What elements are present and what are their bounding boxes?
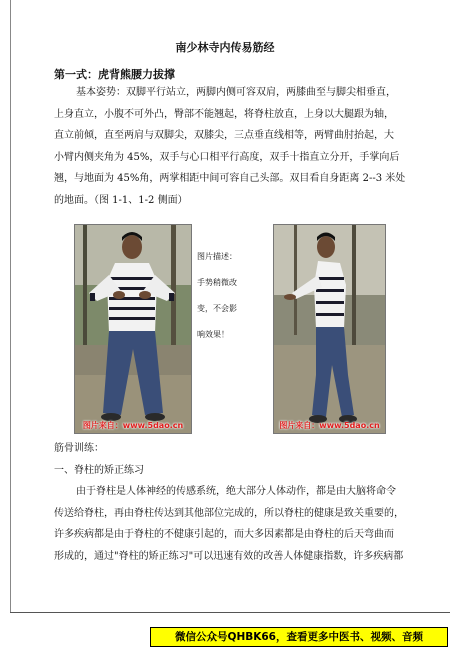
paragraph-line: 直立前倾，直至两肩与双脚尖，双膝尖，三点垂直线相等，两臂曲肘抬起，大 [54,130,394,141]
photo-caption [197,244,255,348]
left-margin-rule [10,0,11,612]
paragraph-line: 形成的，通过"脊柱的矫正练习"可以迅速有效的改善人体健康指数，许多疾病都 [54,550,404,562]
paragraph-line: 上身直立，小腹不可外凸，臀部不能翘起，将脊柱放直，上身以大腿跟为轴， [54,108,394,120]
subheading-spine-correction: 一、脊柱的矫正练习 [54,465,144,476]
paragraph-spine [54,481,444,567]
footer-rule [10,612,450,613]
paragraph-line: 翘，与地面为 45%角，两掌相距中间可容自己头部。双目看自身距离 2--3 米处 [54,173,406,184]
paragraph-posture [54,82,444,211]
figure-front-view-photo [74,224,192,434]
photo-watermark: 图片来自：www.5dao.cn [82,421,184,430]
paragraph-line: 的地面。（图 1-1、1-2 侧面） [54,194,188,206]
photo-watermark: 图片来自：www.5dao.cn [279,421,380,430]
caption-line: 响效果！ [197,330,229,339]
paragraph-line: 基本姿势：双脚平行站立，两脚内侧可容双肩，两膝曲至与脚尖相垂直， [76,87,396,98]
person-front-illustration [75,225,191,433]
person-side-illustration [274,225,385,433]
caption-line: 手势稍微改 [197,278,237,287]
caption-line: 变，不会影 [197,304,237,313]
footer-banner: 微信公众号QHBK66，查看更多中医书、视频、音频 [150,627,448,647]
paragraph-line: 小臂内侧夹角为 45%，双手与心口相平行高度，双手十指直立分开，手掌向后 [54,151,400,163]
figure-side-view-photo [273,224,386,434]
section-heading: 第一式：虎背熊腰力拔撑 [54,68,175,81]
paragraph-line: 由于脊柱是人体神经的传感系统，绝大部分人体动作，都是由大脑将命令 [76,486,396,497]
paragraph-line: 许多疾病都是由于脊柱的不健康引起的，而大多因素都是由脊柱的后天弯曲而 [54,529,394,540]
page-title: 南少林寺内传易筋经 [175,41,275,54]
paragraph-line: 传送给脊柱，再由脊柱传达到其他部位完成的，所以脊柱的健康是致关重要的， [54,507,404,519]
subheading-training: 筋骨训练： [54,443,104,454]
caption-line: 图片描述： [197,252,237,261]
